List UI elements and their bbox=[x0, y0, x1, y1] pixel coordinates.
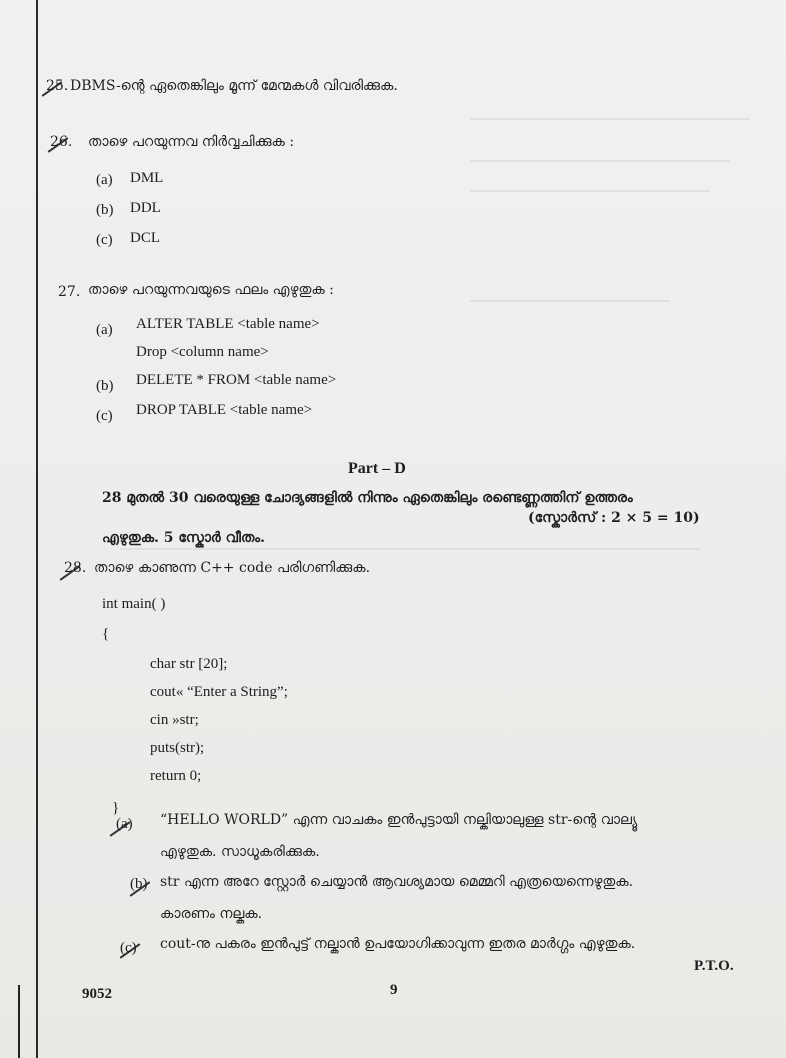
option-text: DELETE * FROM <table name> bbox=[136, 372, 337, 388]
question-number: 27. bbox=[58, 284, 81, 300]
subpart-label: (c) bbox=[120, 940, 137, 956]
code-line: } bbox=[112, 800, 120, 816]
option-text: DCL bbox=[130, 230, 160, 246]
show-through-mark bbox=[120, 548, 700, 550]
code-line: cin »str; bbox=[150, 712, 199, 728]
section-instruction: എഴുതുക. 5 സ്കോർ വീതം. bbox=[102, 530, 266, 546]
code-line: { bbox=[102, 626, 110, 642]
option-label: (c) bbox=[96, 232, 113, 248]
show-through-mark bbox=[470, 300, 670, 302]
page-number: 9 bbox=[390, 982, 398, 998]
question-number: 25. bbox=[46, 78, 69, 94]
subpart-label: (a) bbox=[116, 816, 133, 832]
code-line: puts(str); bbox=[150, 740, 205, 756]
question-text: താഴെ പറയുന്നവ നിർവ്വചിക്കുക : bbox=[88, 134, 295, 150]
question-text: താഴെ കാണുന്ന C++ code പരിഗണിക്കുക. bbox=[94, 560, 371, 576]
option-text: ALTER TABLE <table name> bbox=[136, 316, 320, 332]
option-label: (a) bbox=[96, 322, 113, 338]
option-label: (b) bbox=[96, 378, 114, 394]
subpart-label: (b) bbox=[130, 876, 148, 892]
show-through-mark bbox=[470, 118, 750, 120]
option-label: (a) bbox=[96, 172, 113, 188]
subpart-text: cout-നു പകരം ഇൻപുട്ട് നല്കാൻ ഉപയോഗിക്കാവുന്ന ഇതര മാർഗ്ഗം എഴുതുക. bbox=[160, 936, 636, 952]
option-text: DML bbox=[130, 170, 164, 186]
option-text-continued: Drop <column name> bbox=[136, 344, 269, 360]
page-border-line bbox=[36, 0, 38, 1058]
subpart-text: എഴുതുക. സാധൂകരിക്കുക. bbox=[160, 844, 320, 860]
option-text: DDL bbox=[130, 200, 161, 216]
option-text: DROP TABLE <table name> bbox=[136, 402, 313, 418]
score-note: (സ്കോർസ് : 2 × 5 = 10) bbox=[528, 510, 700, 526]
paper-code: 9052 bbox=[82, 986, 112, 1002]
show-through-mark bbox=[470, 160, 730, 162]
subpart-text: “HELLO WORLD” എന്ന വാചകം ഇൻപുട്ടായി നല്കിയാലുള്ള str-ന്റെ വാല്യൂ bbox=[160, 812, 638, 828]
section-instruction: 28 മുതൽ 30 വരെയുള്ള ചോദ്യങ്ങളിൽ നിന്നും ഏതെങ്കിലും രണ്ടെണ്ണത്തിന് ഉത്തരം bbox=[102, 490, 633, 506]
code-line: int main( ) bbox=[102, 596, 166, 612]
option-label: (c) bbox=[96, 408, 113, 424]
section-title: Part – D bbox=[348, 460, 406, 477]
show-through-mark bbox=[470, 190, 710, 192]
subpart-text: str എന്ന അറേ സ്റ്റോർ ചെയ്യാൻ ആവശ്യമായ മെമ്മറി എത്രയെന്നെഴുതുക. bbox=[160, 874, 634, 890]
code-line: return 0; bbox=[150, 768, 202, 784]
question-number: 26. bbox=[50, 134, 73, 150]
option-label: (b) bbox=[96, 202, 114, 218]
page-border-line-bottom bbox=[18, 985, 20, 1058]
question-text: താഴെ പറയുന്നവയുടെ ഫലം എഴുതുക : bbox=[88, 282, 334, 298]
subpart-text: കാരണം നല്കുക. bbox=[160, 906, 263, 922]
code-line: char str [20]; bbox=[150, 656, 228, 672]
pto-label: P.T.O. bbox=[694, 958, 734, 974]
question-text: DBMS-ന്റെ ഏതെങ്കിലും മൂന്ന് മേന്മകൾ വിവരിക്കുക. bbox=[70, 78, 398, 94]
code-line: cout« “Enter a String”; bbox=[150, 684, 288, 700]
question-number: 28. bbox=[64, 560, 87, 576]
